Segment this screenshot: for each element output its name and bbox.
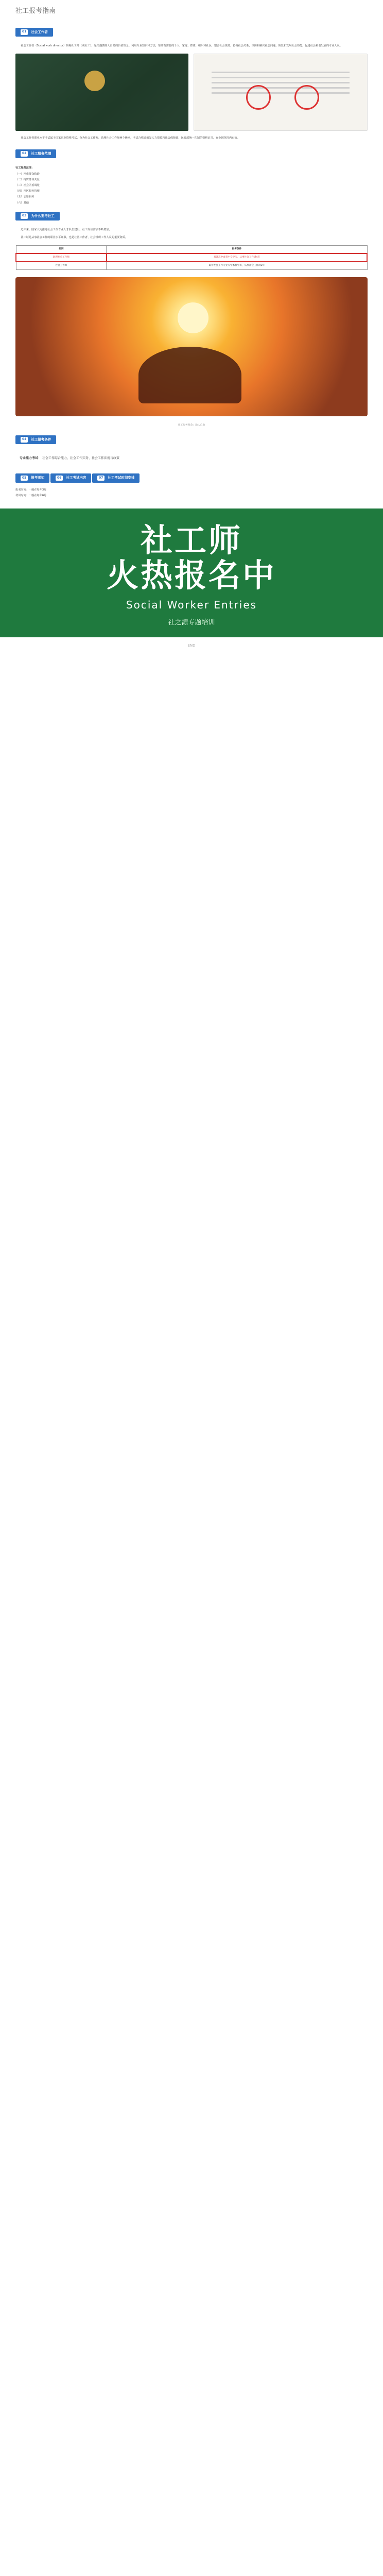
footer-title-2: 火热报名中 xyxy=(106,556,276,595)
service-item: （五）志愿服务 xyxy=(15,195,34,199)
section-title-06 xyxy=(50,473,91,482)
schedule-item: 考试时间：一般在每年6月 xyxy=(15,494,47,497)
services-header: 社工服务范围： xyxy=(15,166,34,170)
table-cell: 具备高中或者中专学历，从事社会工作满4年 xyxy=(107,253,367,262)
exam-content: 社会工作综合能力、社会工作实务、社会工作法规与政策 xyxy=(42,456,119,461)
section-title-07 xyxy=(92,473,140,482)
schedule-item: 报名时间：一般在每年3月 xyxy=(15,488,47,492)
service-item: （二）特殊群体关爱 xyxy=(15,178,40,182)
topbar xyxy=(0,0,383,23)
section-number: 05 xyxy=(21,476,28,481)
section-number: 07 xyxy=(97,476,105,481)
table-row xyxy=(16,262,367,270)
exam-block: 专业能力考试： 社会工作综合能力、社会工作实务、社会工作法规与政策 xyxy=(20,456,119,461)
table-cell: 助理社会工作师 xyxy=(16,253,107,262)
topbar-title: 社工报考指南 xyxy=(15,7,56,15)
service-item: （一）困难群众救助 xyxy=(15,173,40,176)
section-label: 社工考试时间安排 xyxy=(108,476,135,480)
footer-banner xyxy=(0,509,383,637)
section-number: 02 xyxy=(21,151,28,157)
end-mark: END xyxy=(187,643,196,648)
service-item: （六）其他 xyxy=(15,201,29,205)
certificate-text-lines xyxy=(212,68,350,97)
section-title-05 xyxy=(15,473,49,482)
certificate-cover-image xyxy=(15,54,188,131)
section-number: 01 xyxy=(21,29,28,35)
section-number: 06 xyxy=(56,476,63,481)
section-label: 社工报考条件 xyxy=(31,437,51,442)
section-label: 报考须知 xyxy=(31,476,45,480)
footer-title-1: 社工师 xyxy=(140,521,242,559)
section-number: 03 xyxy=(21,213,28,219)
section-label: 为什么要考社工 xyxy=(31,213,55,218)
heart-hands-icon xyxy=(138,347,241,403)
section-number: 04 xyxy=(21,437,28,443)
service-item: （三）社会矛盾调处 xyxy=(15,184,40,188)
table-header: 级别 xyxy=(16,246,107,254)
section-label: 社会工作者 xyxy=(31,30,48,34)
intro-para-1: 社会工作者（Social work director）简称社工师（或社工），是指遵循助人自助的价值理念，利用专业知识和方法，帮助有需要的个人、家庭、群体、组织和社区，整合社会资源，协调社会关系，预防和解决社会问题，恢复和发展社会功能，促进社会和谐发展的专业人员。 xyxy=(21,44,342,48)
content xyxy=(0,23,383,498)
exam-title: 专业能力考试 xyxy=(20,456,39,461)
section-title-04 xyxy=(15,435,56,444)
service-item: （四）社区服务管理 xyxy=(15,190,40,193)
table-cell: 社会工作师 xyxy=(16,262,107,270)
hero-caption: 社工服务理念：助人自助 xyxy=(178,424,205,427)
table-cell: 取得社会工作专业大学本科学历，从事社会工作满2年 xyxy=(107,262,367,270)
footer-brand: 社之源专题培训 xyxy=(168,619,215,627)
section-label: 社工考试内容 xyxy=(66,476,86,480)
sun-icon xyxy=(178,302,208,333)
red-seal-icon xyxy=(294,85,319,110)
section-title-03 xyxy=(15,212,60,221)
footer-english: Social Worker Entries xyxy=(126,599,257,612)
red-seal-icon xyxy=(246,85,271,110)
emblem-icon xyxy=(84,71,105,91)
section-title-01 xyxy=(15,28,53,37)
table-row xyxy=(16,253,367,262)
cert-photos xyxy=(15,54,368,131)
certificate-inner-image xyxy=(194,54,368,131)
table-header: 报考条件 xyxy=(107,246,367,254)
hero-image xyxy=(15,277,368,416)
section-title-02 xyxy=(15,149,56,158)
requirements-table xyxy=(15,245,368,270)
section-label: 社工服务范围 xyxy=(31,151,51,156)
why-para-1: 近年来，国家大力推进社会工作专业人才队伍建设，社工岗位需求不断增加。 xyxy=(21,228,112,231)
intro-para-2: 社会工作者职业水平考试属于国家职业资格考试，分为社会工作师、助理社会工作师两个级别，考试合格者颁发人力资源和社会保障部、民政部统一印制的资格证书，在全国范围内有效。 xyxy=(21,137,240,140)
why-para-2: 社工证是从事社会工作的职业水平证书，也是社区工作者、社会组织工作人员的重要资质。 xyxy=(21,236,128,240)
